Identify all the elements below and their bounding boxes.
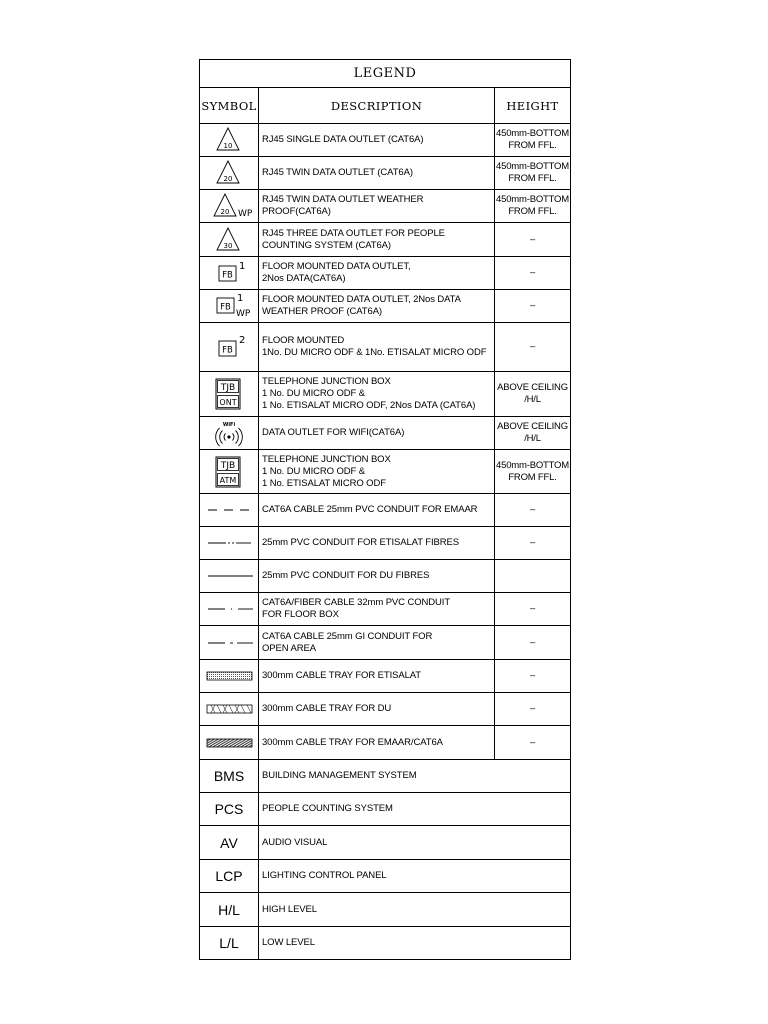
row-height: ABOVE CEILING /H/L [495, 372, 571, 417]
row-height: 450mm-BOTTOM FROM FFL. [495, 157, 571, 190]
legend-table [199, 59, 571, 960]
row-description: RJ45 TWIN DATA OUTLET WEATHER PROOF(CAT6A) [259, 190, 495, 223]
ll-abbr: L/L [200, 927, 259, 960]
legend-row [200, 560, 571, 593]
legend-row [200, 927, 571, 960]
row-height: – [495, 494, 571, 527]
row-height: – [495, 323, 571, 372]
fb1-wp-box-icon [200, 290, 259, 323]
legend-row [200, 826, 571, 860]
symbol-sup: 1 [237, 293, 244, 304]
symbol-text: TJB [220, 383, 236, 393]
row-height: – [495, 726, 571, 760]
symbol-header: SYMBOL [200, 88, 259, 124]
row-description: 300mm CABLE TRAY FOR DU [259, 693, 495, 726]
row-description: FLOOR MOUNTED 1No. DU MICRO ODF & 1No. ETISALAT MICRO ODF [259, 323, 495, 372]
row-height: – [495, 693, 571, 726]
legend-row [200, 157, 571, 190]
row-height: 450mm-BOTTOM FROM FFL. [495, 190, 571, 223]
row-height: 450mm-BOTTOM FROM FFL. [495, 124, 571, 157]
legend-row [200, 372, 571, 417]
row-height: – [495, 626, 571, 660]
row-height: – [495, 660, 571, 693]
row-height: – [495, 527, 571, 560]
row-description: TELEPHONE JUNCTION BOX 1 No. DU MICRO ODF & 1 No. ETISALAT MICRO ODF, 2Nos DATA (CAT6A) [259, 372, 495, 417]
row-description: RJ45 THREE DATA OUTLET FOR PEOPLE COUNTING SYSTEM (CAT6A) [259, 223, 495, 257]
legend-row [200, 527, 571, 560]
tray-emaar-icon [200, 726, 259, 760]
legend-row [200, 660, 571, 693]
symbol-text: FB [222, 345, 233, 356]
legend-row [200, 223, 571, 257]
legend-row [200, 760, 571, 793]
fb1-box-icon [200, 257, 259, 290]
legend-title: LEGEND [200, 60, 571, 88]
row-description: AUDIO VISUAL [259, 826, 571, 860]
legend-row [200, 190, 571, 223]
legend-row [200, 323, 571, 372]
pcs-abbr: PCS [200, 793, 259, 826]
row-description: FLOOR MOUNTED DATA OUTLET, 2Nos DATA WEATHER PROOF (CAT6A) [259, 290, 495, 323]
symbol-text: 20 [220, 208, 230, 216]
legend-row [200, 693, 571, 726]
legend-row [200, 124, 571, 157]
row-height: 450mm-BOTTOM FROM FFL. [495, 450, 571, 494]
row-description: LIGHTING CONTROL PANEL [259, 860, 571, 893]
row-description: DATA OUTLET FOR WIFI(CAT6A) [259, 417, 495, 450]
triangle-20-wp-icon [200, 190, 259, 223]
dash-short-line-icon [200, 626, 259, 660]
row-height: – [495, 593, 571, 626]
dash-gap-line-icon [200, 593, 259, 626]
legend-row [200, 257, 571, 290]
long-dash-line-icon [200, 494, 259, 527]
bms-abbr: BMS [200, 760, 259, 793]
symbol-sub: WP [238, 209, 253, 219]
tray-du-icon [200, 693, 259, 726]
symbol-text: 30 [223, 241, 233, 250]
tjb-ont-box-icon [200, 372, 259, 417]
height-header: HEIGHT [495, 88, 571, 124]
symbol-sub: WP [236, 309, 251, 319]
solid-line-icon [200, 560, 259, 593]
row-description: CAT6A CABLE 25mm GI CONDUIT FOR OPEN AREA [259, 626, 495, 660]
legend-row [200, 450, 571, 494]
row-height: ABOVE CEILING /H/L [495, 417, 571, 450]
legend-row [200, 494, 571, 527]
symbol-text: 20 [223, 175, 233, 183]
symbol-text: FB [222, 270, 233, 281]
row-description: CAT6A CABLE 25mm PVC CONDUIT FOR EMAAR [259, 494, 495, 527]
row-description: 300mm CABLE TRAY FOR ETISALAT [259, 660, 495, 693]
row-height: – [495, 223, 571, 257]
symbol-text: 10 [223, 142, 233, 150]
symbol-sup: 1 [239, 261, 246, 272]
legend-row [200, 726, 571, 760]
symbol-sup: 2 [239, 335, 246, 346]
row-description: 25mm PVC CONDUIT FOR DU FIBRES [259, 560, 495, 593]
row-description: 300mm CABLE TRAY FOR EMAAR/CAT6A [259, 726, 495, 760]
symbol-text: FB [220, 302, 231, 313]
row-height [495, 560, 571, 593]
tjb-atm-box-icon [200, 450, 259, 494]
row-height: – [495, 257, 571, 290]
legend-row [200, 593, 571, 626]
av-abbr: AV [200, 826, 259, 860]
symbol-text: TJB [220, 460, 236, 471]
triangle-20-icon [200, 157, 259, 190]
legend-row [200, 626, 571, 660]
legend-row [200, 290, 571, 323]
row-description: RJ45 SINGLE DATA OUTLET (CAT6A) [259, 124, 495, 157]
triangle-10-icon [200, 124, 259, 157]
row-description: BUILDING MANAGEMENT SYSTEM [259, 760, 571, 793]
symbol-sub: ATM [219, 475, 237, 485]
legend-row [200, 417, 571, 450]
row-description: CAT6A/FIBER CABLE 32mm PVC CONDUIT FOR FLOOR BOX [259, 593, 495, 626]
row-description: 25mm PVC CONDUIT FOR ETISALAT FIBRES [259, 527, 495, 560]
triangle-30-icon [200, 223, 259, 257]
row-description: PEOPLE COUNTING SYSTEM [259, 793, 571, 826]
hl-abbr: H/L [200, 893, 259, 927]
dash-dot-line-icon [200, 527, 259, 560]
row-height: – [495, 290, 571, 323]
fb2-box-icon [200, 323, 259, 372]
row-description: RJ45 TWIN DATA OUTLET (CAT6A) [259, 157, 495, 190]
row-description: HIGH LEVEL [259, 893, 571, 927]
row-description: TELEPHONE JUNCTION BOX 1 No. DU MICRO ODF & 1 No. ETISALAT MICRO ODF [259, 450, 495, 494]
row-description: LOW LEVEL [259, 927, 571, 960]
symbol-sub: ONT [219, 398, 237, 407]
legend-row [200, 860, 571, 893]
symbol-text: WiFi [222, 422, 236, 428]
row-description: FLOOR MOUNTED DATA OUTLET, 2Nos DATA(CAT6A) [259, 257, 495, 290]
legend-row [200, 793, 571, 826]
legend-row [200, 893, 571, 927]
tray-etisalat-icon [200, 660, 259, 693]
description-header: DESCRIPTION [259, 88, 495, 124]
lcp-abbr: LCP [200, 860, 259, 893]
wifi-icon [200, 417, 259, 450]
